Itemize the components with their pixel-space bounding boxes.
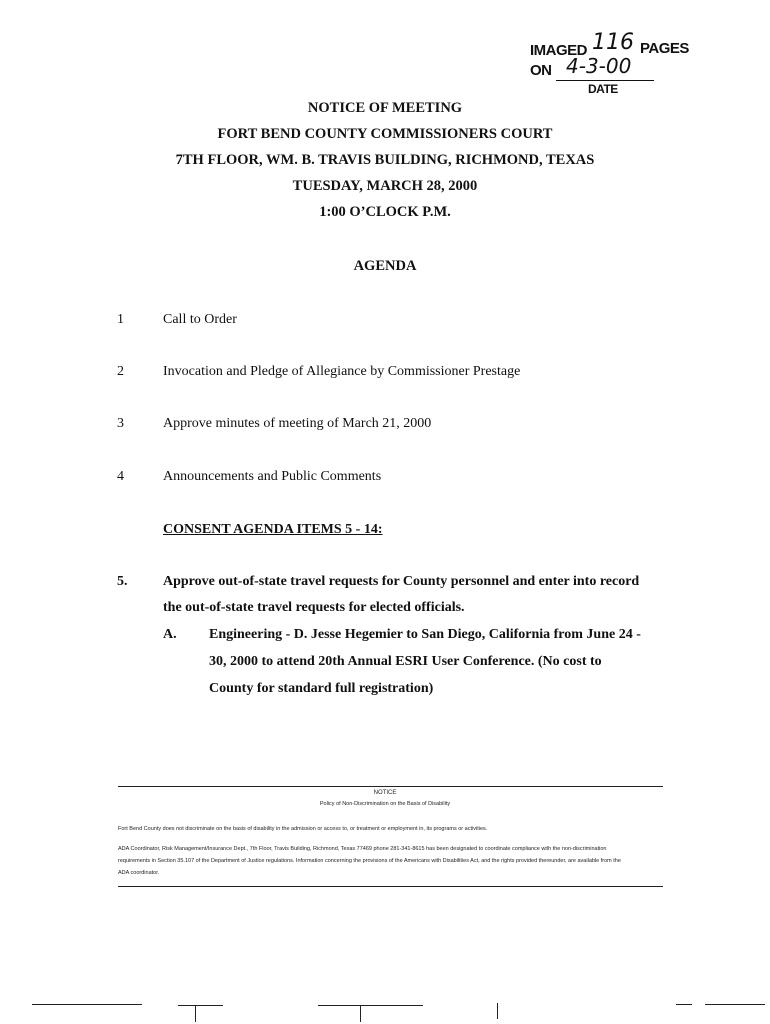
scan-line — [318, 1005, 423, 1006]
court-title: FORT BEND COUNTY COMMISSIONERS COURT — [217, 126, 553, 142]
scan-line — [676, 1004, 692, 1005]
imaged-stamp — [530, 30, 700, 100]
scan-line — [178, 1005, 223, 1006]
sub-item-text-line: Engineering - D. Jesse Hegemier to San Diego, California from June 24 - — [209, 627, 641, 642]
footer-ada-line: ADA coordinator. — [118, 870, 160, 876]
footer-policy-text: Fort Bend County does not discriminate on the basis of disability in the admission or access to, or treatment or employment in, its programs or activities. — [118, 826, 488, 832]
agenda-title: AGENDA — [353, 258, 417, 274]
notice-title: NOTICE OF MEETING — [307, 100, 463, 116]
scan-line — [32, 1004, 142, 1005]
item-number: 5. — [117, 574, 128, 589]
footer-notice-label: NOTICE — [373, 790, 397, 796]
scan-tick — [497, 1003, 498, 1019]
item-number: 2 — [117, 364, 124, 379]
item-number: 3 — [117, 416, 124, 431]
scan-line — [705, 1004, 765, 1005]
item-text: Call to Order — [163, 312, 237, 327]
date-handwritten: 4-3-00 — [566, 54, 632, 78]
item-text-line: Approve out-of-state travel requests for County personnel and enter into record — [163, 574, 640, 589]
page-count-handwritten: 116 — [592, 30, 634, 55]
item-text: Approve minutes of meeting of March 21, 2000 — [163, 416, 432, 431]
date-label: DATE — [588, 82, 618, 96]
footer-ada-line: ADA Coordinator, Risk Management/Insurance Dept., 7th Floor, Travis Building, Richmond, Texas 77469 phone 281-341-8615 has been designated to coordinate compliance with the non-discrimination — [118, 846, 607, 852]
footer-bottom-rule — [118, 886, 663, 887]
item-text-line: the out-of-state travel requests for elected officials. — [163, 600, 465, 615]
footer-ada-line: requirements in Section 35.107 of the Department of Justice regulations. Information concerning the provisions of the Americans with Disabilities Act, and the rights provided thereunder, are available from the — [118, 858, 621, 864]
meeting-location: 7TH FLOOR, WM. B. TRAVIS BUILDING, RICHMOND, TEXAS — [175, 152, 595, 168]
item-text: Announcements and Public Comments — [163, 469, 382, 484]
scan-tick — [195, 1006, 196, 1022]
footer-policy-title: Policy of Non-Discrimination on the Basis of Disability — [319, 801, 451, 807]
sub-item-letter: A. — [163, 627, 177, 642]
sub-item-text-line: County for standard full registration) — [209, 681, 434, 696]
item-number: 4 — [117, 469, 124, 484]
scan-tick — [360, 1006, 361, 1022]
imaged-label: IMAGED — [530, 42, 587, 59]
item-text: Invocation and Pledge of Allegiance by Commissioner Prestage — [163, 364, 521, 379]
meeting-date: TUESDAY, MARCH 28, 2000 — [292, 178, 478, 194]
meeting-time: 1:00 O’CLOCK P.M. — [319, 204, 451, 220]
pages-label: PAGES — [640, 40, 689, 57]
sub-item-text-line: 30, 2000 to attend 20th Annual ESRI User Conference. (No cost to — [209, 654, 602, 669]
item-number: 1 — [117, 312, 124, 327]
footer-top-rule — [118, 786, 663, 787]
date-underline — [556, 80, 654, 81]
consent-agenda-heading: CONSENT AGENDA ITEMS 5 - 14: — [163, 522, 383, 537]
on-label: ON — [530, 62, 552, 79]
